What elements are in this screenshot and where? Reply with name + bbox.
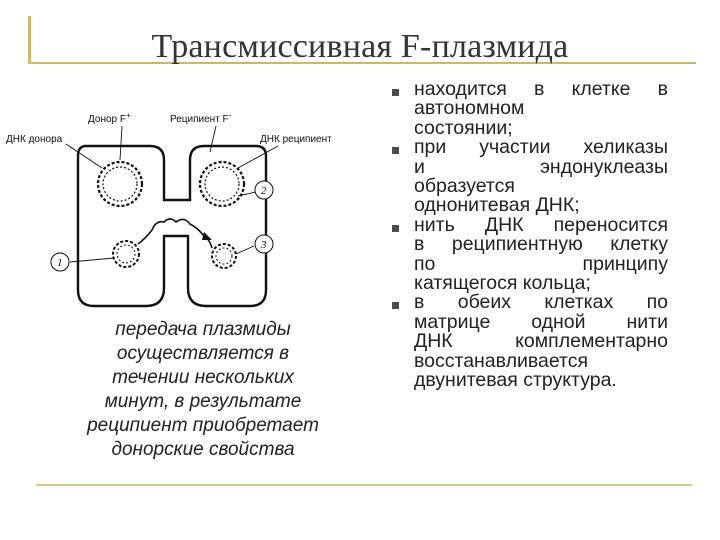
- bullet-item: [392, 80, 668, 138]
- caption-line: минут, в результате: [104, 391, 302, 412]
- bullet-line: образуется: [414, 175, 515, 198]
- bullet-line: матрице одной нити: [414, 310, 668, 333]
- label-dna-recipient: ДНК реципиент: [260, 134, 332, 145]
- callout-1: 1: [57, 257, 63, 269]
- bullet-line: при участии хеликазы: [414, 136, 668, 159]
- bullet-line: по принципу: [414, 252, 668, 275]
- square-bullet-icon: [392, 147, 399, 154]
- bullet-line: в реципиентную клетку: [414, 233, 668, 256]
- bullet-line: состоянии;: [414, 116, 513, 139]
- label-recipient: Реципиент F-: [170, 112, 232, 125]
- conjugation-diagram: [4, 112, 366, 312]
- slide-title: Трансмиссивная F-плазмида: [151, 28, 569, 65]
- bullet-line: и эндонуклеазы: [414, 155, 668, 178]
- bullet-line: катящегося кольца;: [414, 272, 591, 295]
- caption-line: донорские свойства: [111, 439, 295, 460]
- label-donor: Донор F+: [88, 112, 131, 125]
- bullet-line: нить ДНК переносится: [414, 213, 668, 236]
- callout-3: 3: [261, 239, 267, 251]
- bullet-list: [392, 80, 668, 391]
- label-dna-donor: ДНК донора: [6, 134, 63, 145]
- bullet-line: в обеих клетках по: [414, 291, 668, 314]
- caption-line: течении нескольких: [112, 367, 294, 388]
- square-bullet-icon: [392, 302, 399, 309]
- bullet-item: [392, 138, 668, 216]
- bullet-line: однонитевая ДНК;: [414, 194, 580, 217]
- bullet-line: автономном: [414, 97, 525, 120]
- bullet-line: ДНК комплементарно: [414, 330, 668, 353]
- bullet-line: двунитевая структура.: [414, 369, 617, 392]
- square-bullet-icon: [392, 89, 399, 96]
- bullet-line: восстанавливается: [414, 349, 589, 372]
- bullet-item: [392, 213, 668, 295]
- diagram-caption: [50, 318, 356, 462]
- caption-line: осуществляется в: [116, 343, 290, 364]
- caption-line: реципиент приобретает: [87, 415, 319, 436]
- bullet-item: [392, 293, 668, 390]
- caption-line: передача плазмиды: [115, 319, 291, 340]
- square-bullet-icon: [392, 225, 399, 232]
- callout-2: 2: [261, 185, 267, 197]
- bullet-line: находится в клетке в: [414, 78, 668, 100]
- frame-bottom-rule: [36, 484, 692, 486]
